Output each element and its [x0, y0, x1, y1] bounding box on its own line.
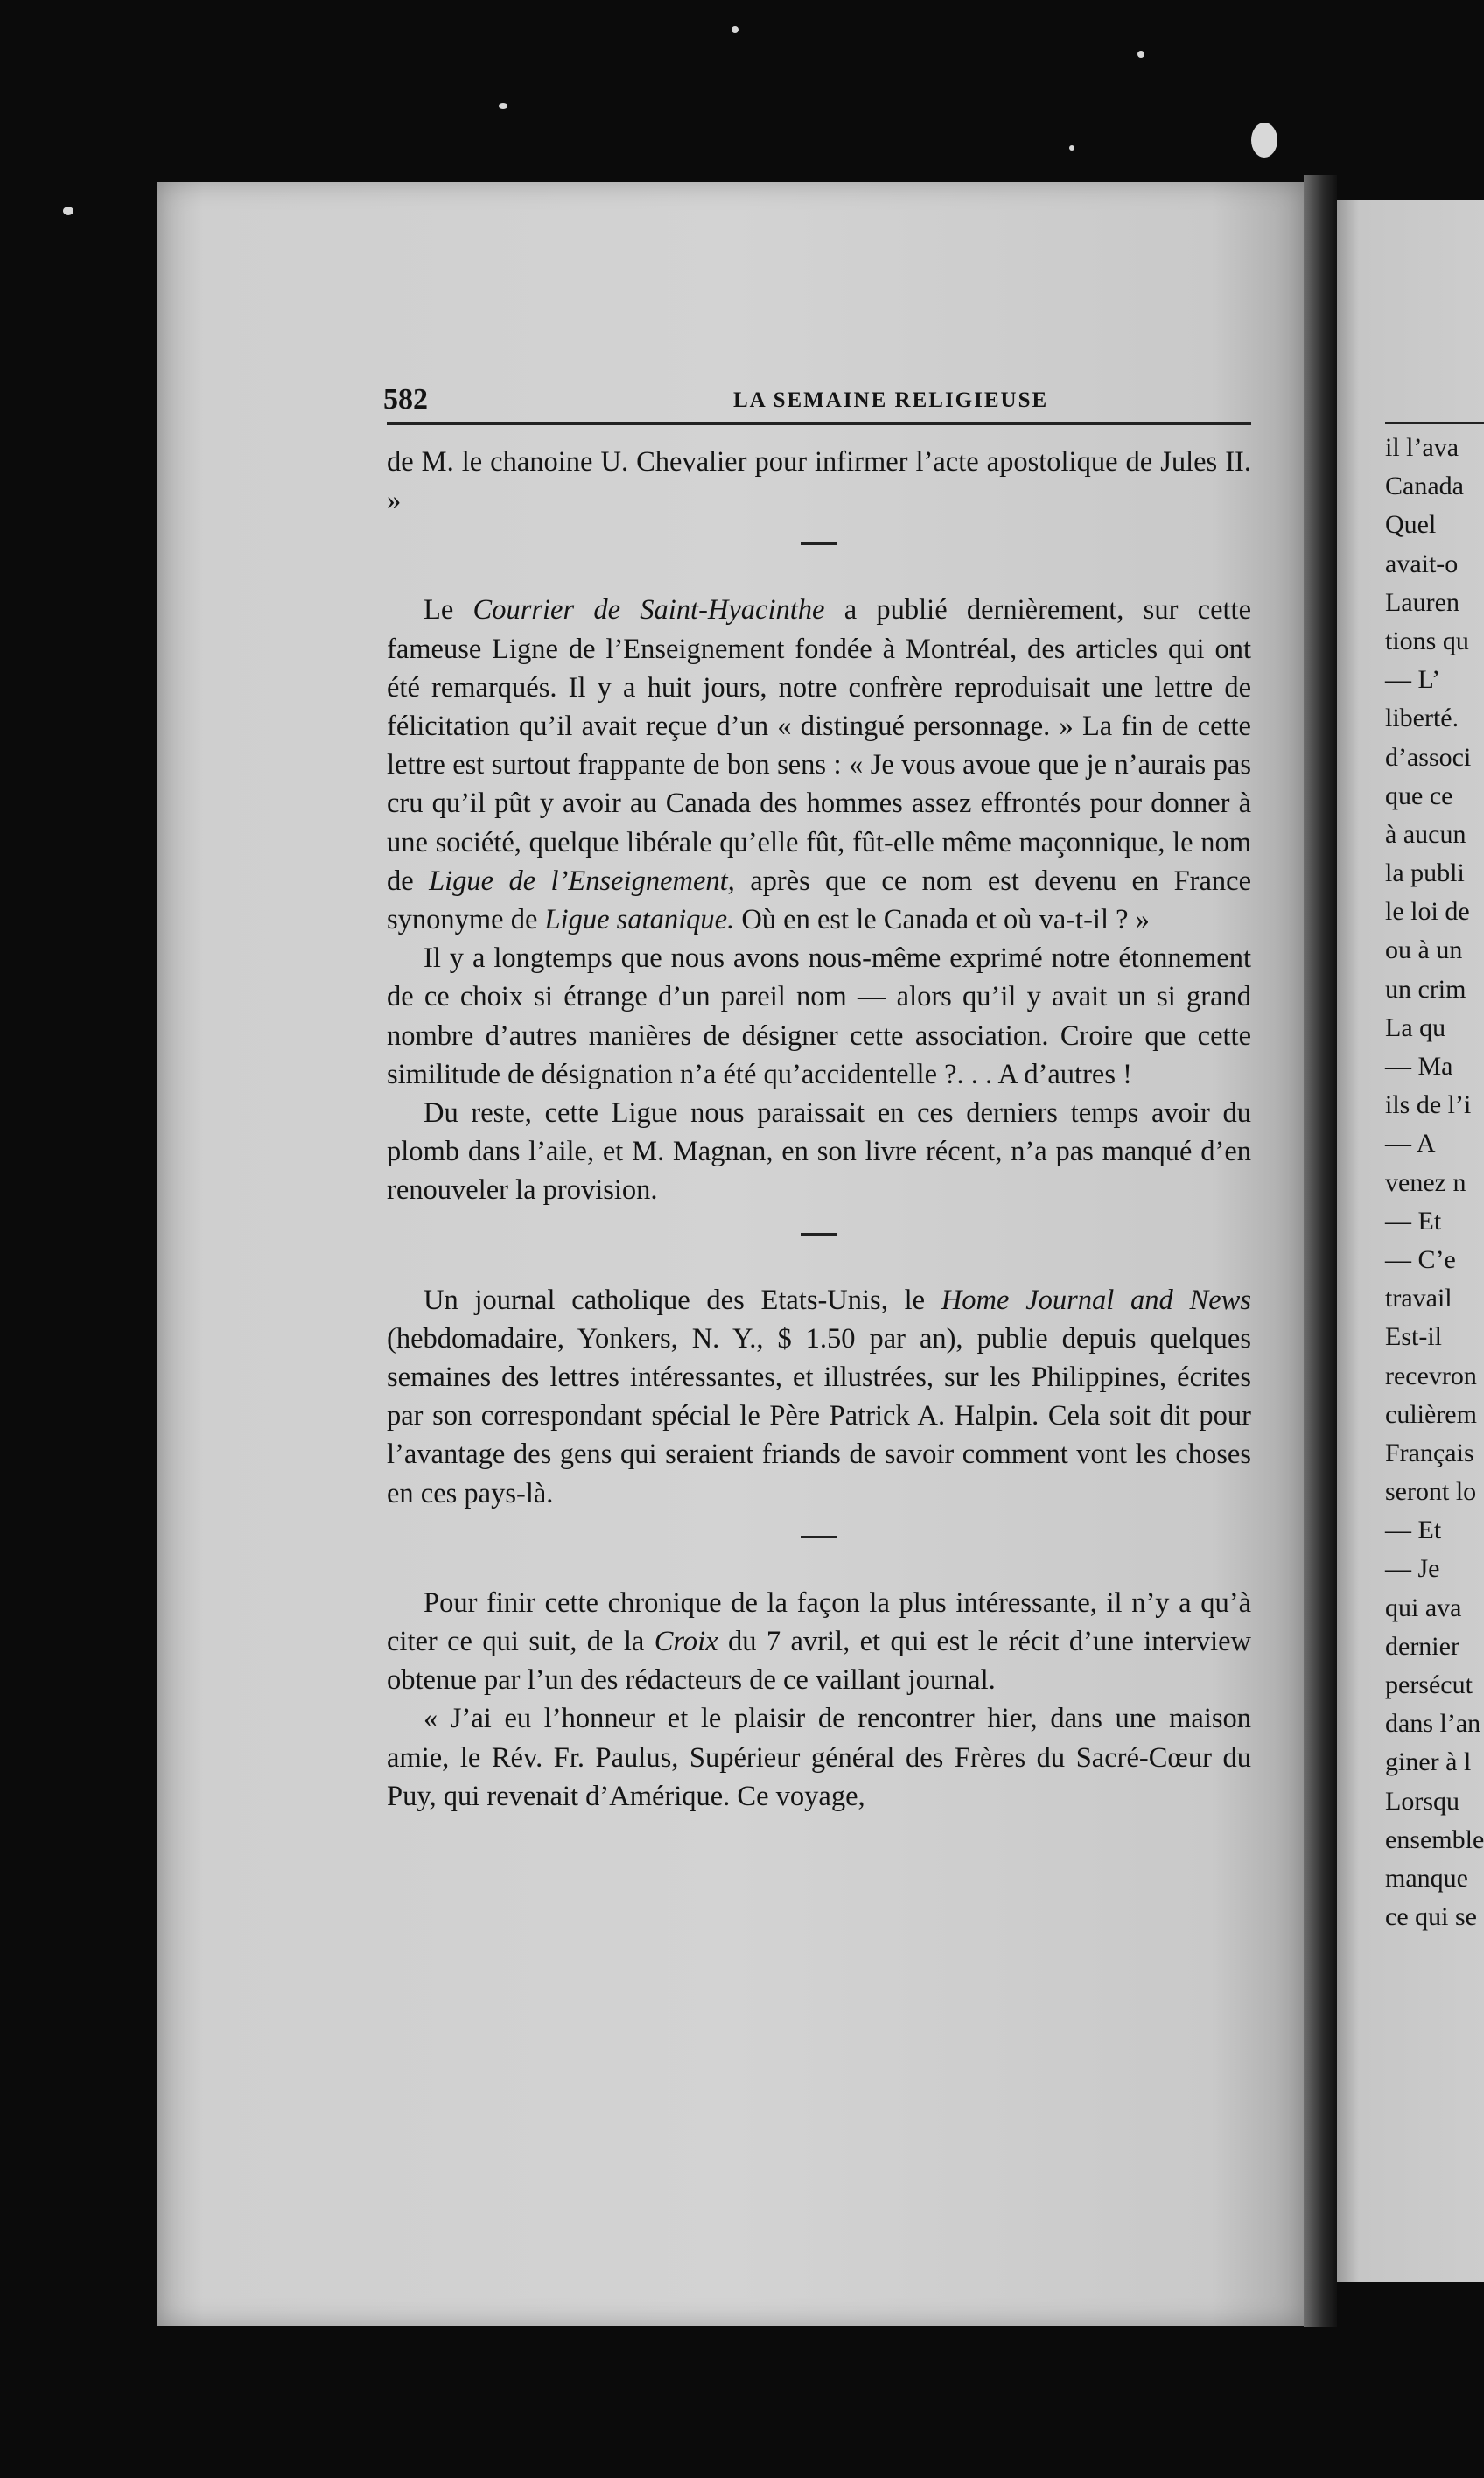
dust-speck [1138, 51, 1144, 58]
facing-line-fragment: ce qui se [1385, 1902, 1477, 1932]
section-separator [801, 1536, 837, 1538]
article-body [387, 443, 1251, 1816]
facing-line-fragment: persécut [1385, 1670, 1473, 1699]
paragraph [387, 1094, 1251, 1210]
dust-speck [1069, 145, 1074, 150]
facing-line-fragment: le loi de [1385, 897, 1470, 927]
italic-title: Home Journal and News [941, 1284, 1251, 1316]
facing-line-fragment: à aucun [1385, 819, 1466, 849]
facing-line-fragment: dans l’an [1385, 1709, 1481, 1739]
section-separator [801, 542, 837, 545]
book-gutter [1304, 175, 1337, 2328]
text-run: Où en est le Canada et où va-t-il ? » [734, 904, 1150, 936]
text-run: Un journal catholique des Etats-Unis, le [424, 1284, 942, 1316]
paragraph [387, 1584, 1251, 1700]
facing-line-fragment: seront lo [1385, 1477, 1477, 1507]
paragraph [387, 591, 1251, 939]
italic-title: Croix [654, 1626, 718, 1658]
facing-line-fragment: d’associ [1385, 742, 1472, 772]
facing-line-fragment: qui ava [1385, 1592, 1462, 1622]
text-run: Pour finir cette chronique de la façon la plus intéressante, il n’y a qu’à citer ce qui suit, de la [387, 1586, 1251, 1658]
facing-line-fragment: Lauren [1385, 587, 1460, 617]
facing-line-fragment: Est-il [1385, 1322, 1442, 1352]
dust-speck [499, 103, 508, 108]
paragraph [387, 1699, 1251, 1816]
text-run: de M. le chanoine U. Chevalier pour infirmer l’acte apostolique de Jules II. » [387, 446, 1251, 517]
facing-line-fragment: travail [1385, 1284, 1452, 1313]
facing-line-fragment: — C’e [1385, 1244, 1456, 1274]
facing-line-fragment: liberté. [1385, 704, 1460, 733]
facing-line-fragment: dernier [1385, 1631, 1460, 1661]
text-run: Du reste, cette Ligue nous paraissait en ces derniers temps avoir du plomb dans l’aile, et M. Magnan, en son livre récent, n’a pas manqué d’en renouveler la provision. [387, 1097, 1251, 1207]
facing-line-fragment: — Ma [1385, 1052, 1453, 1081]
facing-line-fragment: giner à l [1385, 1747, 1472, 1777]
italic-title: Courrier de Saint-Hyacinthe [472, 594, 825, 626]
facing-line-fragment: — Et [1385, 1206, 1442, 1236]
page-header [226, 383, 1251, 418]
running-head: LA SEMAINE RELIGIEUSE [733, 388, 1049, 412]
facing-line-fragment: recevron [1385, 1361, 1477, 1390]
italic-title: Ligue satanique. [544, 904, 735, 936]
facing-line-fragment: Canada [1385, 472, 1464, 501]
facing-line-fragment: La qu [1385, 1012, 1446, 1042]
facing-line-fragment: Lorsqu [1385, 1786, 1460, 1816]
facing-line-fragment: ils de l’i [1385, 1090, 1472, 1120]
facing-line-fragment: — A [1385, 1129, 1436, 1158]
dust-speck [63, 206, 74, 215]
paragraph [387, 443, 1251, 520]
facing-header-rule [1385, 422, 1484, 424]
italic-title: Ligue de l’Enseignement, [429, 864, 735, 897]
facing-line-fragment: Français [1385, 1438, 1474, 1467]
facing-line-fragment: que ce [1385, 780, 1453, 810]
facing-line-fragment: avait-o [1385, 549, 1459, 578]
text-run: (hebdomadaire, Yonkers, N. Y., $ 1.50 par an), publie depuis quelques semaines des lettres intéressantes, et illustrées, sur les Philippines, écrites par son correspondant spécial le Père Patrick A. Halpin. Cela soit dit pour l’avantage des gens qui seraient friands de savoir comment vont les choses en ces pays-là. [387, 1322, 1251, 1509]
facing-line-fragment: ou à un [1385, 935, 1463, 965]
facing-line-fragment: culièrem [1385, 1399, 1477, 1429]
text-run: Le [424, 594, 473, 626]
facing-line-fragment: Quel [1385, 510, 1437, 540]
facing-page-text [1385, 429, 1484, 1936]
text-run: après que ce nom est devenu en France synonyme de [387, 864, 1251, 936]
page-number: 582 [383, 383, 428, 416]
facing-line-fragment: — Et [1385, 1516, 1442, 1545]
text-run: Il y a longtemps que nous avons nous-même exprimé notre étonnement de ce choix si étrange d’un pareil nom — alors qu’il y avait un si grand nombre d’autres manières de désigner cette association. Croire que cette similitude de désignation n’a été qu’accidentelle ?. . . A d’autres ! [387, 942, 1251, 1090]
text-run: « J’ai eu l’honneur et le plaisir de rencontrer hier, dans une maison amie, le Rév. Fr. Paulus, Supérieur général des Frères du Sacré-Cœur du Puy, qui revenait d’Amérique. Ce voyage, [387, 1703, 1251, 1812]
facing-line-fragment: venez n [1385, 1167, 1466, 1197]
paragraph [387, 1281, 1251, 1513]
text-run: du 7 avril, et qui est le récit d’une interview obtenue par l’un des rédacteurs de ce vaillant journal. [387, 1626, 1252, 1697]
facing-line-fragment: un crim [1385, 974, 1466, 1004]
facing-line-fragment: manque [1385, 1863, 1468, 1893]
facing-line-fragment: — L’ [1385, 665, 1441, 695]
text-run: a publié dernièrement, sur cette fameuse Ligne de l’Enseignement fondée à Montréal, des articles qui ont été remarqués. Il y a huit jours, notre confrère reproduisait une lettre de félicitation qu’il avait reçue d’un « distingué personnage. » La fin de cette lettre est surtout frappante de bon sens : « Je vous avoue que je n’aurais pas cru qu’il pût y avoir au Canada des hommes assez effrontés pour donner à une société, quelque libérale qu’elle fût, fût-elle même maçonnique, le nom de [387, 594, 1251, 897]
facing-line-fragment: il l’ava [1385, 433, 1460, 462]
facing-line-fragment: ensemble [1385, 1824, 1484, 1854]
header-rule [387, 422, 1251, 425]
paragraph [387, 939, 1251, 1094]
facing-line-fragment: — Je [1385, 1554, 1440, 1584]
section-separator [801, 1233, 837, 1236]
facing-line-fragment: la publi [1385, 858, 1465, 888]
dust-speck [732, 26, 738, 33]
facing-line-fragment: tions qu [1385, 626, 1469, 655]
dust-speck [1251, 122, 1278, 158]
